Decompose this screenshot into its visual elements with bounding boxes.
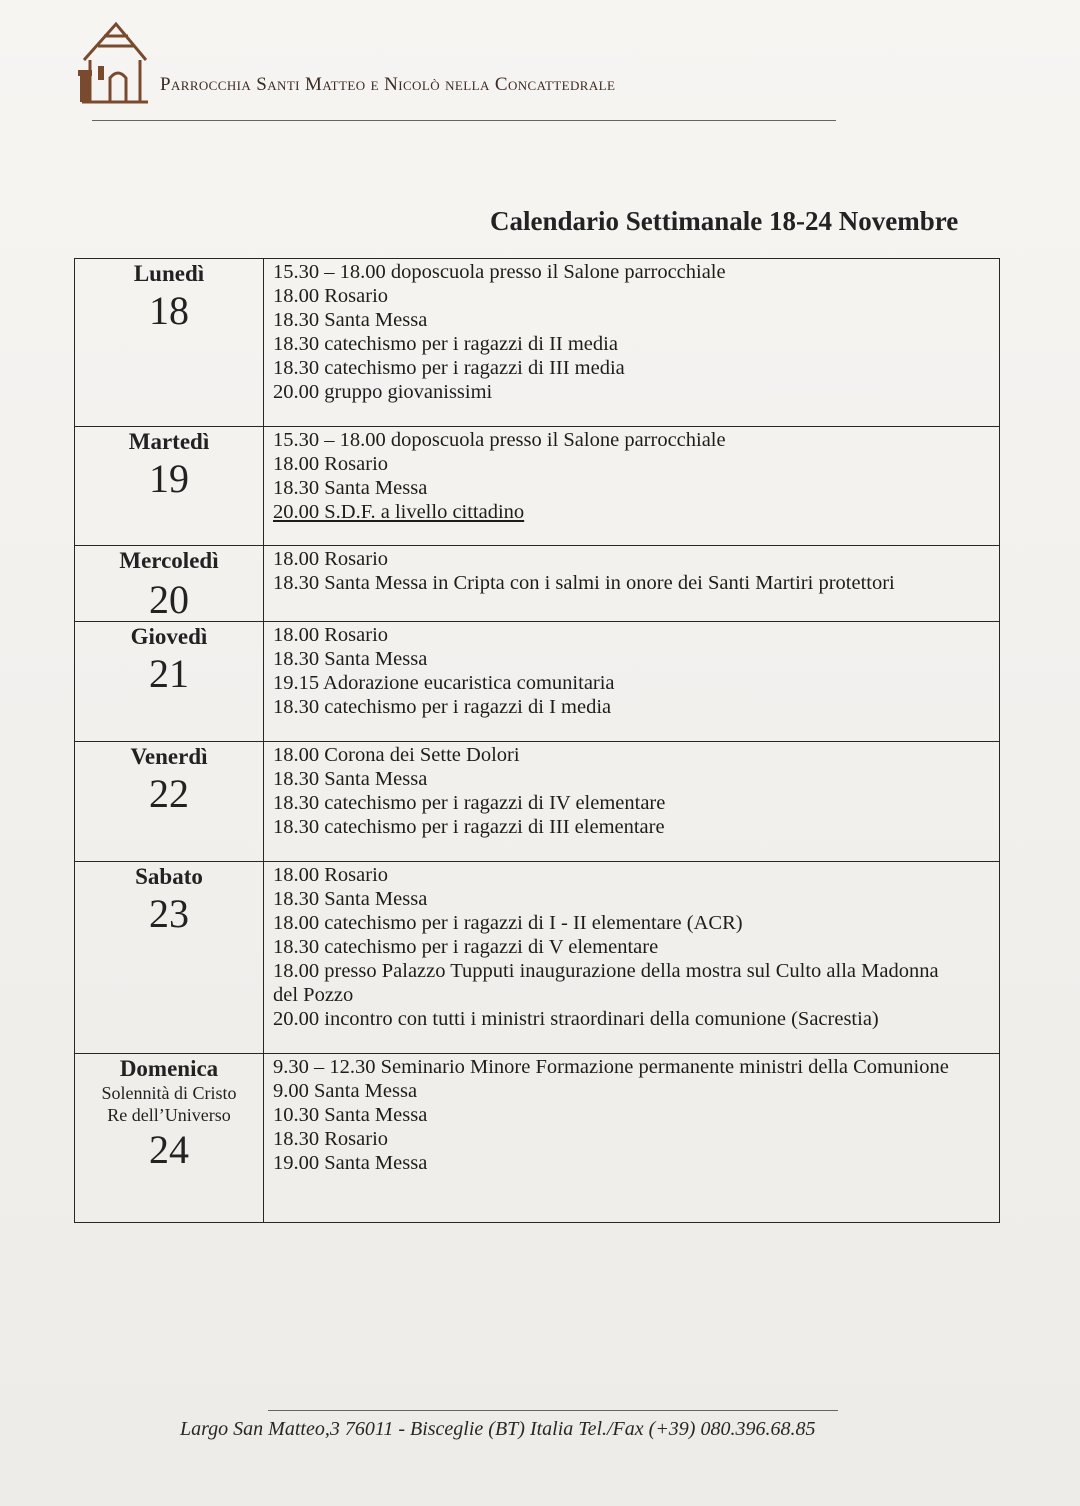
day-number: 21 xyxy=(149,651,189,696)
day-number: 19 xyxy=(149,456,189,501)
event-item: 18.00 presso Palazzo Tupputi inaugurazione della mostra sul Culto alla Madonna del Pozzo xyxy=(273,960,939,1006)
footer-address: Largo San Matteo,3 76011 - Bisceglie (BT) Italia Tel./Fax (+39) 080.396.68.85 xyxy=(180,1418,816,1440)
footer-divider xyxy=(268,1410,838,1411)
day-number: 20 xyxy=(149,577,189,622)
event-item: 18.30 Santa Messa xyxy=(273,768,428,790)
event-item: 19.00 Santa Messa xyxy=(273,1152,428,1174)
event-item: 18.30 catechismo per i ragazzi di II media xyxy=(273,333,618,355)
event-item: 18.30 Santa Messa xyxy=(273,309,428,331)
events-list xyxy=(273,547,991,595)
event-item: 15.30 – 18.00 doposcuola presso il Salone parrocchiale xyxy=(273,429,726,451)
day-name: Domenica xyxy=(119,1056,219,1081)
event-item: 19.15 Adorazione eucaristica comunitaria xyxy=(273,672,615,694)
events-list xyxy=(273,428,991,524)
event-item: 20.00 gruppo giovanissimi xyxy=(273,381,493,403)
day-cell xyxy=(75,259,264,426)
event-item: 18.30 catechismo per i ragazzi di I media xyxy=(273,696,612,718)
parish-name: Parrocchia Santi Matteo e Nicolò nella Concattedrale xyxy=(160,74,616,95)
day-cell xyxy=(75,427,264,545)
event-item: 15.30 – 18.00 doposcuola presso il Salone parrocchiale xyxy=(273,261,726,283)
day-name: Martedì xyxy=(128,429,210,454)
table-row xyxy=(74,861,1000,1053)
day-cell xyxy=(75,862,264,1053)
events-list xyxy=(273,1055,991,1175)
day-name: Giovedì xyxy=(130,624,208,649)
table-row xyxy=(74,741,1000,861)
day-number: 24 xyxy=(149,1127,189,1172)
day-cell xyxy=(75,1054,264,1222)
events-list xyxy=(273,743,991,839)
event-item: 18.00 Rosario xyxy=(273,285,389,307)
event-item: 18.00 Rosario xyxy=(273,453,389,475)
event-item: 18.30 catechismo per i ragazzi di III media xyxy=(273,357,625,379)
calendar-title: Calendario Settimanale 18-24 Novembre xyxy=(490,206,959,236)
event-item: 18.30 Santa Messa in Cripta con i salmi in onore dei Santi Martiri protettori xyxy=(273,572,895,594)
day-cell xyxy=(75,546,264,621)
day-name: Mercoledì xyxy=(119,548,219,573)
day-name: Sabato xyxy=(135,864,203,889)
cathedral-logo-icon xyxy=(76,16,150,106)
event-item: 18.30 Rosario xyxy=(273,1128,389,1150)
events-list xyxy=(273,863,991,1031)
event-item: 18.30 catechismo per i ragazzi di V elementare xyxy=(273,936,659,958)
event-item: 18.00 Rosario xyxy=(273,548,389,570)
events-list xyxy=(273,260,991,404)
day-name: Lunedì xyxy=(133,261,205,286)
day-subtitle: Solennità di Cristo xyxy=(101,1083,237,1103)
event-item: 18.30 catechismo per i ragazzi di III elementare xyxy=(273,816,665,838)
table-row xyxy=(74,621,1000,741)
event-item: 18.30 catechismo per i ragazzi di IV elementare xyxy=(273,792,666,814)
day-number: 23 xyxy=(149,891,189,936)
event-item: 18.00 Rosario xyxy=(273,624,389,646)
event-item: 18.00 Corona dei Sette Dolori xyxy=(273,744,520,766)
event-item: 18.30 Santa Messa xyxy=(273,648,428,670)
event-item: 18.00 Rosario xyxy=(273,864,389,886)
day-number: 22 xyxy=(149,771,189,816)
event-item: 18.00 catechismo per i ragazzi di I - II elementare (ACR) xyxy=(273,912,743,934)
event-item: 20.00 incontro con tutti i ministri straordinari della comunione (Sacrestia) xyxy=(273,1008,879,1030)
day-name: Venerdì xyxy=(130,744,208,769)
table-row xyxy=(74,426,1000,545)
day-cell xyxy=(75,622,264,741)
day-cell xyxy=(75,742,264,861)
header-divider xyxy=(92,120,836,121)
event-item: 9.00 Santa Messa xyxy=(273,1080,418,1102)
day-number: 18 xyxy=(149,288,189,333)
event-item: 9.30 – 12.30 Seminario Minore Formazione permanente ministri della Comunione xyxy=(273,1056,949,1078)
table-row xyxy=(74,1053,1000,1223)
event-item: 10.30 Santa Messa xyxy=(273,1104,428,1126)
table-row xyxy=(74,258,1000,426)
table-row xyxy=(74,545,1000,621)
event-item: 18.30 Santa Messa xyxy=(273,477,428,499)
event-item-underlined: 20.00 S.D.F. a livello cittadino xyxy=(273,501,525,523)
events-list xyxy=(273,623,991,719)
day-subtitle: Re dell’Universo xyxy=(107,1105,231,1125)
event-item: 18.30 Santa Messa xyxy=(273,888,428,910)
